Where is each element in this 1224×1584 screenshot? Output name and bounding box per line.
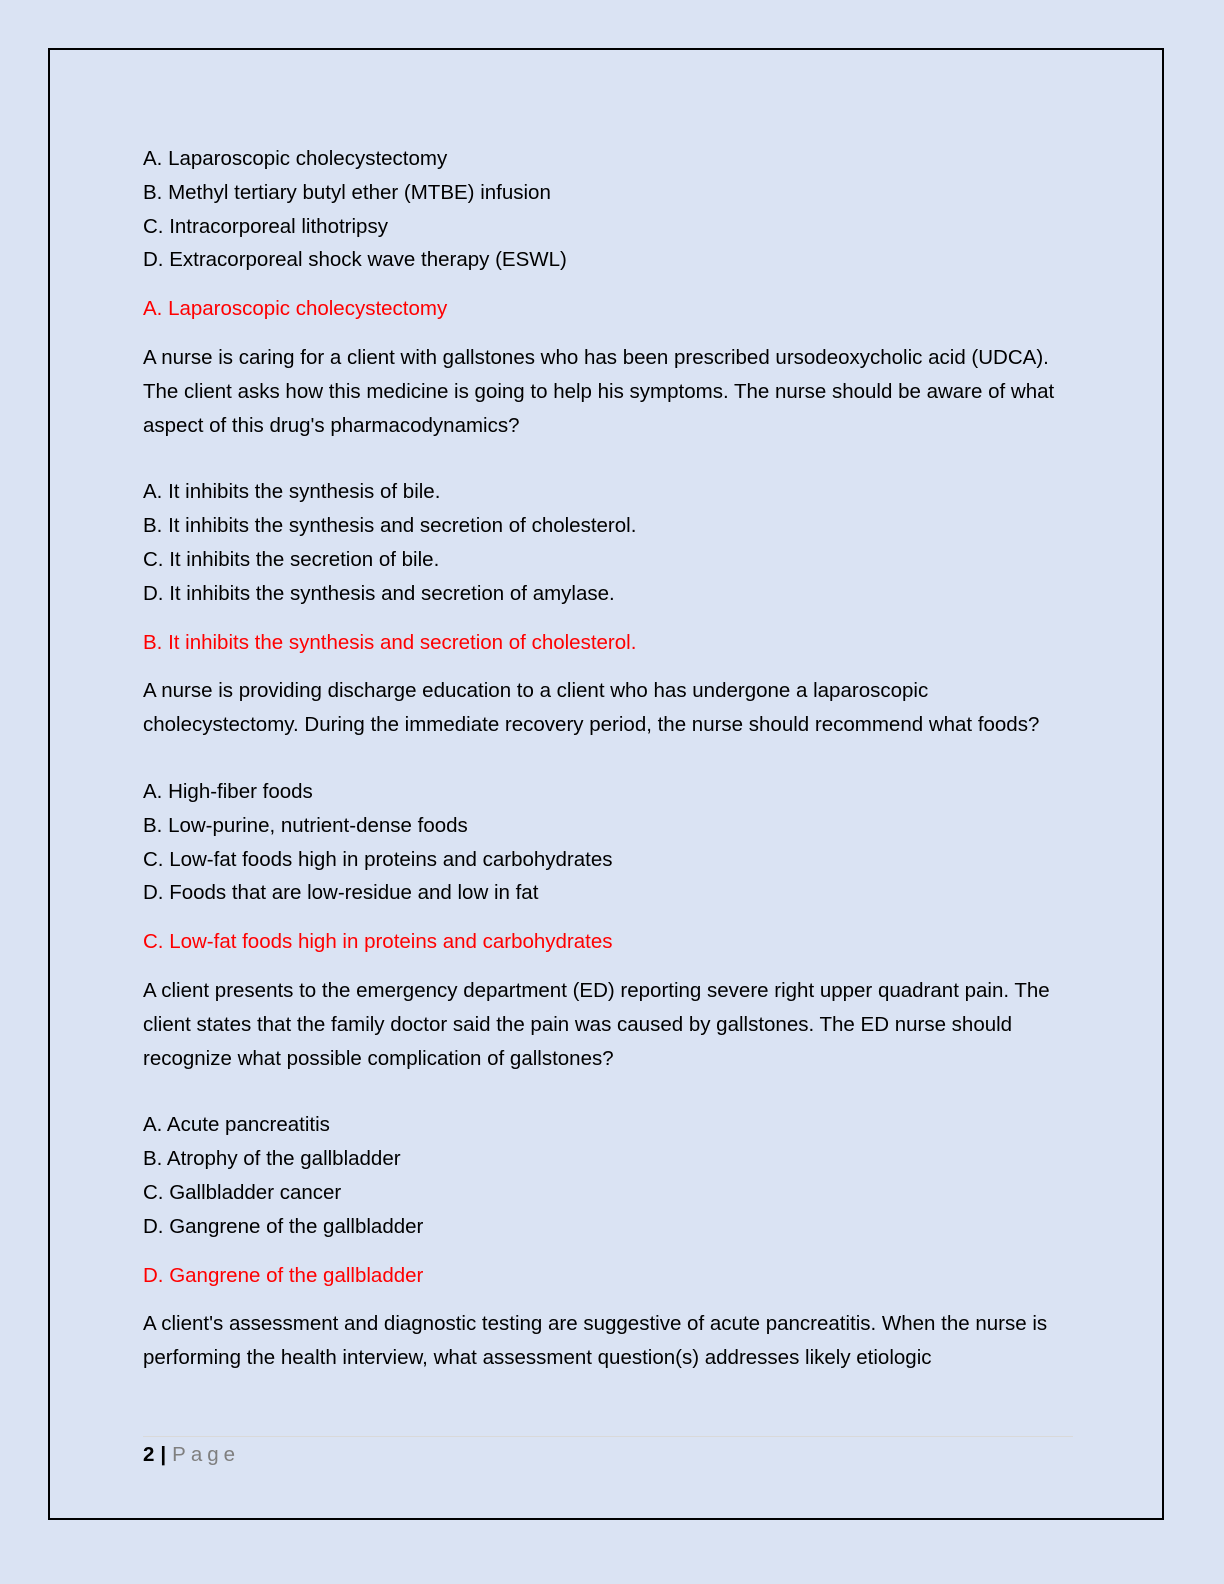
option-a: A. It inhibits the synthesis of bile.	[143, 480, 441, 504]
option-d: D. Extracorporeal shock wave therapy (ESWL)	[143, 248, 567, 272]
page-separator: |	[160, 1443, 167, 1466]
page-word: Page	[172, 1443, 241, 1466]
option-c: C. It inhibits the secretion of bile.	[143, 547, 440, 571]
question: A nurse is caring for a client with gallstones who has been prescribed ursodeoxycholic acid (UDCA). The client asks how this medicine is going to help his symptoms. The nurse should be aware of what aspect of this drug's pharmacodynamics?	[143, 345, 1055, 437]
options-list	[143, 475, 1083, 610]
answer: D. Gangrene of the gallbladder	[143, 1263, 424, 1287]
options-list	[143, 142, 1083, 277]
option-a: A. Laparoscopic cholecystectomy	[143, 147, 448, 170]
trailing-question: A client's assessment and diagnostic testing are suggestive of acute pancreatitis. When the nurse is performing the health interview, what assessment question(s) addresses likely etiologic	[143, 1312, 1048, 1370]
answer: A. Laparoscopic cholecystectomy	[143, 297, 448, 321]
page-footer	[143, 1436, 1073, 1471]
option-c: C. Low-fat foods high in proteins and carbohydrates	[143, 847, 613, 871]
option-d: D. Foods that are low-residue and low in fat	[143, 881, 539, 905]
option-b: B. Atrophy of the gallbladder	[143, 1147, 401, 1171]
option-a: A. High-fiber foods	[143, 779, 313, 803]
question: A nurse is providing discharge education to a client who has undergone a laparoscopic cholecystectomy. During the immediate recovery period, the nurse should recommend what foods?	[143, 679, 1040, 737]
option-b: B. Methyl tertiary butyl ether (MTBE) infusion	[143, 180, 551, 204]
option-d: D. It inhibits the synthesis and secretion of amylase.	[143, 581, 615, 605]
option-c: C. Gallbladder cancer	[143, 1180, 342, 1204]
option-b: B. It inhibits the synthesis and secretion of cholesterol.	[143, 514, 637, 538]
answer: B. It inhibits the synthesis and secretion of cholesterol.	[143, 630, 637, 654]
option-d: D. Gangrene of the gallbladder	[143, 1214, 424, 1238]
page-number: 2	[143, 1443, 155, 1466]
option-a: A. Acute pancreatitis	[143, 1113, 330, 1137]
options-list	[143, 1108, 1083, 1243]
options-list	[143, 775, 1083, 910]
answer: C. Low-fat foods high in proteins and carbohydrates	[143, 930, 613, 954]
option-c: C. Intracorporeal lithotripsy	[143, 214, 388, 238]
option-b: B. Low-purine, nutrient-dense foods	[143, 813, 468, 837]
document-content	[143, 142, 1083, 1375]
question: A client presents to the emergency department (ED) reporting severe right upper quadrant pain. The client states that the family doctor said the pain was caused by gallstones. The ED nurse should recognize what possible complication of gallstones?	[143, 978, 1050, 1070]
